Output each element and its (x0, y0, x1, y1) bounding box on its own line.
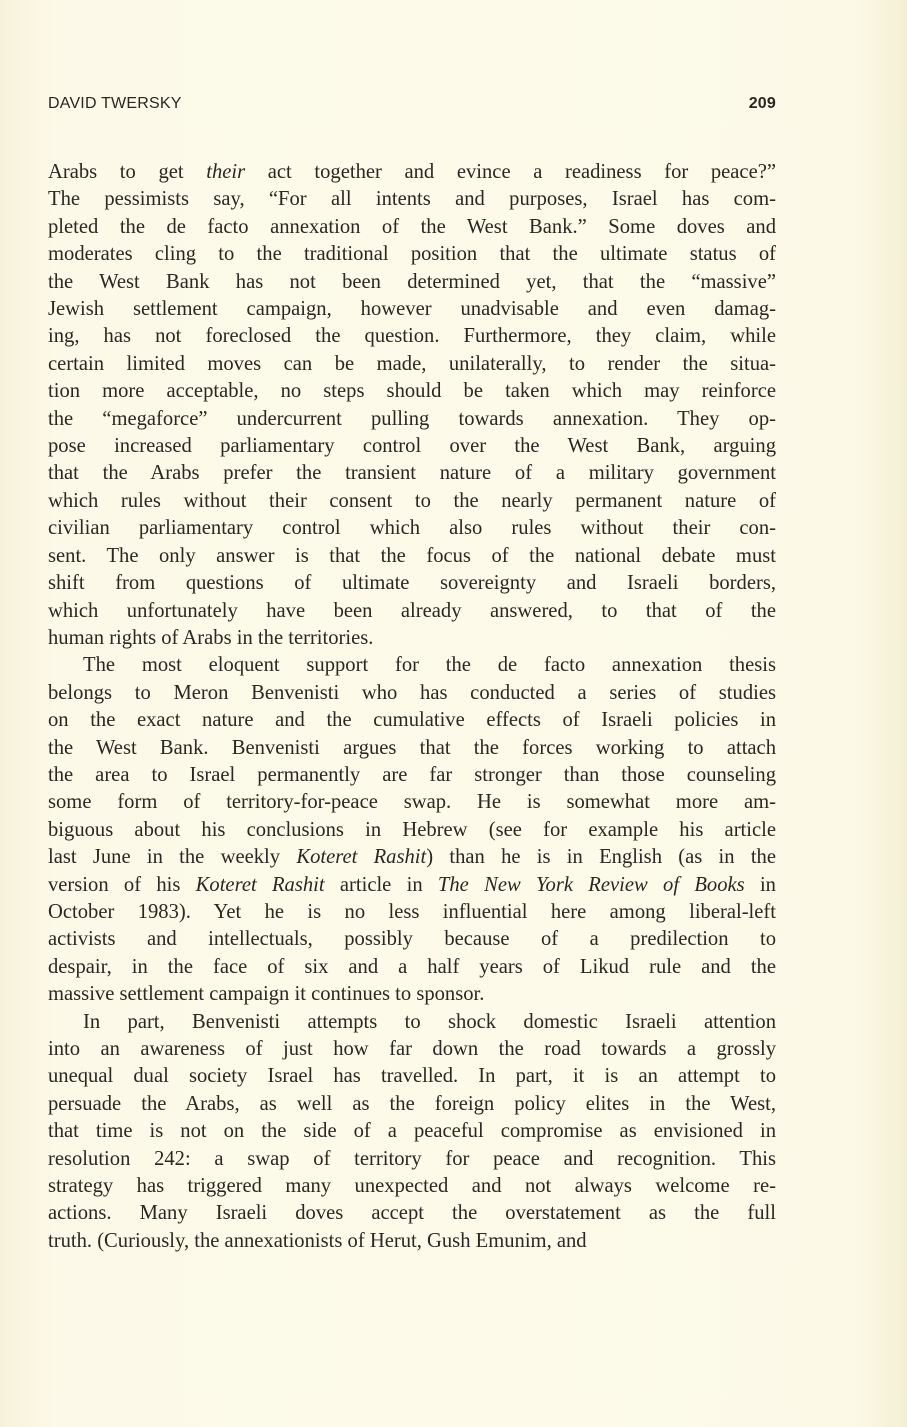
paragraph (48, 1009, 776, 1256)
italic-text-run: their (206, 161, 246, 183)
text-line (48, 1118, 776, 1145)
text-run: massive settlement campaign it continues to sponsor. (48, 983, 485, 1006)
text-line (48, 625, 776, 652)
text-line (48, 598, 776, 625)
text-run: which rules without their consent to the nearly permanent nature of (48, 489, 776, 512)
text-run: last June in the weekly (48, 846, 297, 869)
page-number: 209 (748, 95, 776, 112)
italic-text-run: Koteret Rashit (296, 846, 427, 869)
text-run: actions. Many Israeli doves accept the overstatement as the full (48, 1202, 776, 1225)
text-line (48, 1036, 776, 1063)
text-run: article in (324, 873, 438, 896)
text-line (48, 488, 776, 515)
text-line (48, 570, 776, 597)
text-line (48, 433, 776, 460)
text-run: October 1983). Yet he is no less influential here among liberal-left (48, 900, 776, 923)
text-line (48, 1009, 776, 1036)
text-line (48, 735, 776, 762)
text-line (48, 981, 776, 1008)
text-line (48, 460, 776, 487)
italic-text-run: Koteret Rashit (195, 873, 325, 896)
text-run: version of his (48, 873, 196, 896)
text-line (48, 1146, 776, 1173)
text-run: the West Bank has not been determined yet, that the “massive” (48, 270, 776, 293)
text-line (48, 1228, 776, 1255)
text-run: on the exact nature and the cumulative effects of Israeli policies in (48, 709, 776, 732)
text-run: the “megaforce” undercurrent pulling towards annexation. They op- (48, 407, 776, 430)
text-run: Jewish settlement campaign, however unadvisable and even damag- (48, 298, 776, 321)
text-run: certain limited moves can be made, unilaterally, to render the situa- (48, 352, 776, 375)
text-run: human rights of Arabs in the territories. (48, 626, 374, 649)
text-run: that time is not on the side of a peaceful compromise as envisioned in (48, 1120, 776, 1143)
text-run: ing, has not foreclosed the question. Furthermore, they claim, while (48, 325, 776, 348)
text-run: despair, in the face of six and a half years of Likud rule and the (48, 955, 776, 978)
text-run: civilian parliamentary control which also rules without their con- (48, 517, 776, 540)
text-line (48, 378, 776, 405)
text-line (48, 214, 776, 241)
text-line (48, 241, 776, 268)
text-run: pleted the de facto annexation of the West Bank.” Some doves and (48, 215, 776, 238)
text-line (48, 926, 776, 953)
text-line (48, 323, 776, 350)
text-line (48, 159, 776, 186)
paragraph (48, 652, 776, 1008)
text-line (48, 789, 776, 816)
text-run: ) than he is in English (as in the (426, 846, 776, 869)
text-line (48, 872, 776, 899)
text-line (48, 1173, 776, 1200)
text-line (48, 515, 776, 542)
text-line (48, 954, 776, 981)
text-run: some form of territory-for-peace swap. He is somewhat more am- (48, 791, 776, 814)
text-run: sent. The only answer is that the focus of the national debate must (48, 544, 776, 567)
text-run: which unfortunately have been already answered, to that of the (48, 599, 776, 622)
text-line (48, 543, 776, 570)
text-line (48, 844, 776, 871)
running-head-author: DAVID TWERSKY (48, 95, 182, 112)
text-line (48, 351, 776, 378)
text-run: the West Bank. Benvenisti argues that the forces working to attach (48, 736, 776, 759)
text-line (48, 1063, 776, 1090)
text-run: that the Arabs prefer the transient nature of a military government (48, 462, 776, 485)
text-run: unequal dual society Israel has travelled. In part, it is an attempt to (48, 1065, 776, 1088)
text-run: moderates cling to the traditional position that the ultimate status of (48, 243, 776, 266)
paragraph (48, 159, 776, 652)
text-line (48, 186, 776, 213)
text-line (48, 1200, 776, 1227)
text-line (48, 652, 776, 679)
text-line (48, 269, 776, 296)
text-run: the area to Israel permanently are far stronger than those counseling (48, 763, 776, 786)
text-run: into an awareness of just how far down the road towards a grossly (48, 1038, 776, 1060)
text-run: activists and intellectuals, possibly because of a predilection to (48, 928, 776, 951)
text-run: truth. (Curiously, the annexationists of Herut, Gush Emunim, and (48, 1229, 587, 1252)
text-line (48, 899, 776, 926)
text-run: in (744, 873, 776, 896)
text-line (48, 817, 776, 844)
running-head (48, 95, 776, 117)
text-line (48, 1091, 776, 1118)
text-run: Arabs to get (48, 161, 207, 183)
text-run: shift from questions of ultimate sovereignty and Israeli borders, (48, 572, 776, 595)
text-run: biguous about his conclusions in Hebrew (see for example his article (48, 818, 776, 841)
text-run: belongs to Meron Benvenisti who has conducted a series of studies (48, 681, 776, 704)
text-run: The pessimists say, “For all intents and purposes, Israel has com- (48, 188, 776, 211)
text-run: In part, Benvenisti attempts to shock domestic Israeli attention (83, 1010, 776, 1033)
text-run: pose increased parliamentary control over the West Bank, arguing (48, 435, 776, 458)
text-run: The most eloquent support for the de facto annexation thesis (83, 654, 776, 677)
italic-text-run: The New York Review of Books (437, 873, 745, 896)
text-run: act together and evince a readiness for peace?” (245, 161, 776, 183)
text-line (48, 707, 776, 734)
text-line (48, 296, 776, 323)
text-line (48, 762, 776, 789)
text-line (48, 680, 776, 707)
text-line (48, 406, 776, 433)
text-run: tion more acceptable, no steps should be taken which may reinforce (48, 380, 776, 403)
text-run: resolution 242: a swap of territory for peace and recognition. This (48, 1147, 776, 1170)
body-text (48, 159, 776, 1255)
text-run: strategy has triggered many unexpected and not always welcome re- (48, 1175, 776, 1198)
text-run: persuade the Arabs, as well as the foreign policy elites in the West, (48, 1092, 776, 1115)
